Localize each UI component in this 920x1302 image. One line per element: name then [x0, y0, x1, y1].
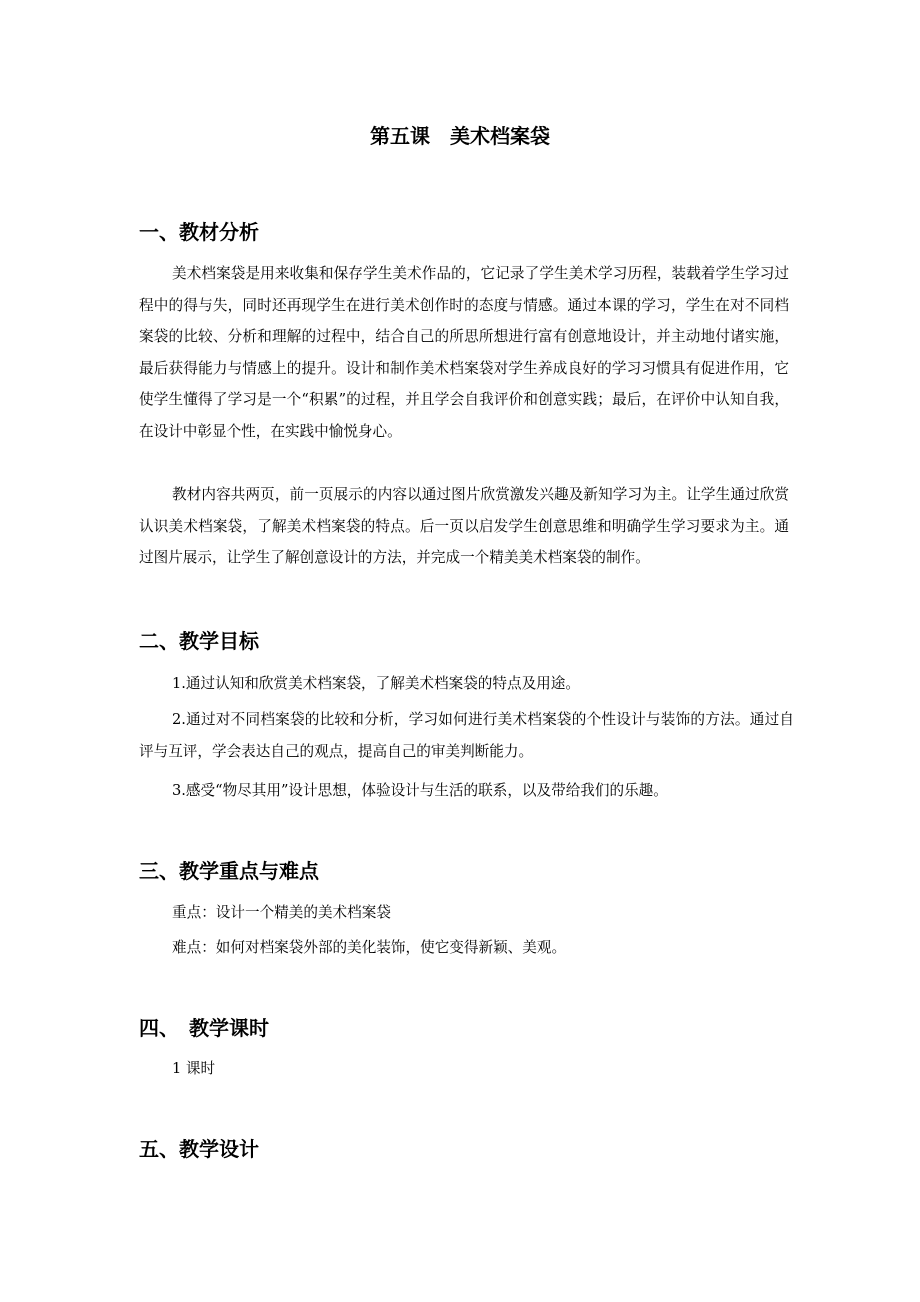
section-heading-analysis: 一、教材分析: [139, 220, 259, 244]
difficulty-text: 难点：如何对档案袋外部的美化装饰，使它变得新颖、美观。: [172, 939, 567, 956]
section-heading-hours: 四、 教学课时: [139, 1016, 269, 1040]
objective-item-2: 2.通过对不同档案袋的比较和分析，学习如何进行美术档案袋的个性设计与装饰的方法。通过自评与互评，学会表达自己的观点，提高自己的审美判断能力。: [139, 711, 794, 760]
section-heading-objectives: 二、教学目标: [139, 629, 259, 653]
analysis-paragraph-2: 教材内容共两页，前一页展示的内容以通过图片欣赏激发兴趣及新知学习为主。让学生通过欣赏认识美术档案袋，了解美术档案袋的特点。后一页以启发学生创意思维和明确学生学习要求为主。通过图片展示，让学生了解创意设计的方法，并完成一个精美美术档案袋的制作。: [139, 486, 789, 567]
section-heading-design: 五、教学设计: [139, 1137, 259, 1161]
key-point-text: 重点：设计一个精美的美术档案袋: [172, 904, 391, 921]
document-title: 第五课 美术档案袋: [370, 124, 550, 148]
class-hours-text: 1 课时: [172, 1060, 216, 1077]
section-heading-key-points: 三、教学重点与难点: [139, 859, 319, 883]
analysis-paragraph-1: 美术档案袋是用来收集和保存学生美术作品的，它记录了学生美术学习历程，装载着学生学习过程中的得与失，同时还再现学生在进行美术创作时的态度与情感。通过本课的学习，学生在对不同档案袋的比较、分析和理解的过程中，结合自己的所思所想进行富有创意地设计，并主动地付诸实施，最后获得能力与情感上的提升。设计和制作美术档案袋对学生养成良好的学习习惯具有促进作用，它使学生懂得了学习是一个“积累”的过程，并且学会自我评价和创意实践；最后，在评价中认知自我，在设计中彰显个性，在实践中愉悦身心。: [139, 265, 789, 440]
objective-item-1: 1.通过认知和欣赏美术档案袋，了解美术档案袋的特点及用途。: [172, 675, 580, 692]
objective-item-3: 3.感受“物尽其用”设计思想，体验设计与生活的联系，以及带给我们的乐趣。: [172, 782, 668, 799]
